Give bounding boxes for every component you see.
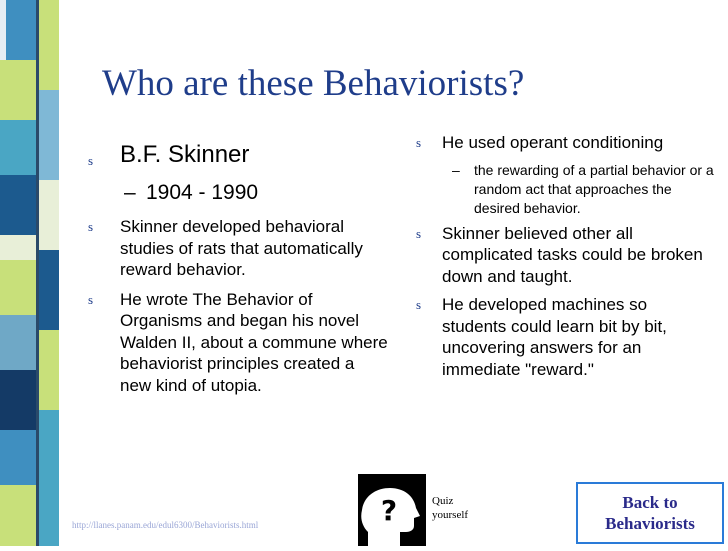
dash-icon: – xyxy=(452,161,460,178)
decorative-side-strip xyxy=(0,0,60,546)
sub-bullet-text: the rewarding of a partial behavior or a random act that approaches the desired behavior. xyxy=(474,161,714,216)
person-dates: 1904 - 1990 xyxy=(146,181,259,204)
bullet-icon: s xyxy=(88,219,94,234)
bullet-text: He wrote The Behavior of Organisms and began his novel Walden II, about a commune where behaviorist principles created a new kind of utopia. xyxy=(120,289,388,395)
back-button-line1: Back to xyxy=(622,493,678,512)
sub-item-definition xyxy=(416,161,716,218)
bullet-text: He developed machines so students could learn bit by bit, uncovering answers for an immediate "reward." xyxy=(442,295,667,379)
slide-title: Who are these Behaviorists? xyxy=(102,63,525,104)
sub-item-dates xyxy=(88,180,388,206)
bullet-icon: s xyxy=(416,297,422,312)
svg-text:?: ? xyxy=(380,494,398,527)
bullet-icon: s xyxy=(88,291,94,307)
bullet-icon: s xyxy=(416,135,422,150)
bullet-text: He used operant conditioning xyxy=(442,133,664,152)
question-head-icon[interactable] xyxy=(358,474,426,546)
back-button-line2: Behaviorists xyxy=(605,514,695,533)
bullet-item-machines xyxy=(416,294,716,380)
bullet-icon: s xyxy=(88,153,94,168)
footer-url[interactable]: http://llanes.panam.edu/edul6300/Behaviorists.html xyxy=(72,520,259,530)
bullet-item-operant xyxy=(416,132,716,154)
bullet-item-1 xyxy=(88,216,388,281)
right-column xyxy=(416,132,716,387)
bullet-text: Skinner believed other all complicated tasks could be broken down and taught. xyxy=(442,223,703,286)
bullet-item-2 xyxy=(88,289,388,397)
back-to-behaviorists-button[interactable] xyxy=(576,482,724,544)
bullet-item-tasks xyxy=(416,223,716,288)
bullet-item-name xyxy=(88,140,388,170)
dash-icon: – xyxy=(124,181,136,204)
quiz-label[interactable]: Quiz yourself xyxy=(432,495,469,521)
bullet-icon: s xyxy=(416,225,422,241)
person-name: B.F. Skinner xyxy=(120,141,250,168)
bullet-text: Skinner developed behavioral studies of rats that automatically reward behavior. xyxy=(120,217,363,279)
left-column xyxy=(88,140,388,404)
